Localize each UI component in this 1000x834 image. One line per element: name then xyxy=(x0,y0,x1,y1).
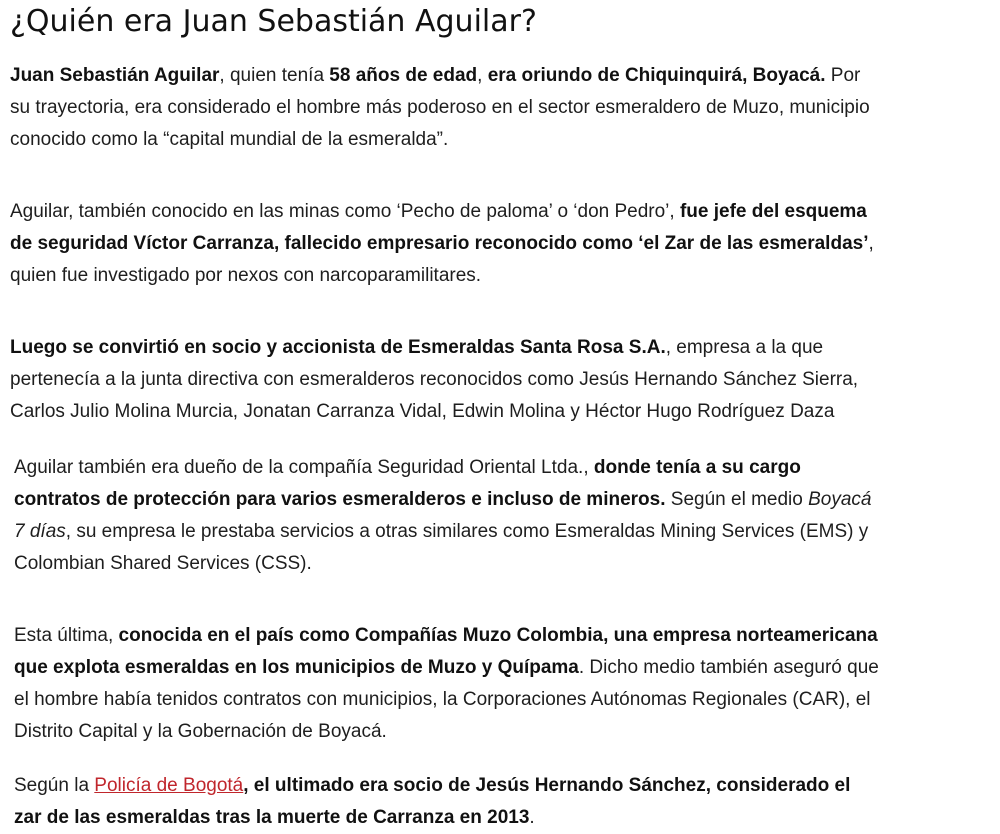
paragraph-line: Distrito Capital y la Gobernación de Boyacá. xyxy=(14,721,387,742)
age-bold: 58 años de edad xyxy=(329,65,478,86)
paragraph-line: el hombre había tenidos contratos con municipios, la Corporaciones Autónomas Regionales (CAR), el xyxy=(14,689,871,710)
paragraph-santa-rosa xyxy=(10,332,858,428)
paragraph-line: Juan Sebastián Aguilar, quien tenía 58 años de edad, era oriundo de Chiquinquirá, Boyacá. Por xyxy=(10,65,861,86)
name-bold: Juan Sebastián Aguilar xyxy=(10,65,220,86)
paragraph-line: zar de las esmeraldas tras la muerte de Carranza en 2013. xyxy=(14,807,535,828)
paragraph-line: de seguridad Víctor Carranza, fallecido empresario reconocido como ‘el Zar de las esmeraldas’, xyxy=(10,233,874,254)
paragraph-origin xyxy=(10,60,870,156)
origin-bold: era oriundo de Chiquinquirá, Boyacá. xyxy=(487,65,826,86)
paragraph-seguridad-oriental xyxy=(14,452,871,580)
paragraph-line: quien fue investigado por nexos con narcoparamilitares. xyxy=(10,265,482,286)
paragraph-line: contratos de protección para varios esmeralderos e incluso de mineros. Según el medio Boyacá xyxy=(14,489,872,510)
paragraph-line: Aguilar también era dueño de la compañía Seguridad Oriental Ltda., donde tenía a su cargo xyxy=(14,457,801,478)
paragraph-line: conocido como la “capital mundial de la esmeralda”. xyxy=(10,129,449,150)
paragraph-line: Carlos Julio Molina Murcia, Jonatan Carranza Vidal, Edwin Molina y Héctor Hugo Rodríguez Daza xyxy=(10,401,835,422)
paragraph-line: pertenecía a la junta directiva con esmeralderos reconocidos como Jesús Hernando Sánchez Sierra, xyxy=(10,369,859,390)
article-heading: ¿Quién era Juan Sebastián Aguilar? xyxy=(10,4,537,39)
paragraph-line: Luego se convirtió en socio y accionista de Esmeraldas Santa Rosa S.A., empresa a la que xyxy=(10,337,824,358)
paragraph-line: que explota esmeraldas en los municipios de Muzo y Quípama. Dicho medio también aseguró que xyxy=(14,657,879,678)
paragraph-security-chief xyxy=(10,196,874,292)
paragraph-line: 7 días, su empresa le prestaba servicios a otras similares como Esmeraldas Mining Services (EMS) y xyxy=(14,521,869,542)
paragraph-line: su trayectoria, era considerado el hombre más poderoso en el sector esmeraldero de Muzo, municipio xyxy=(10,97,870,118)
paragraph-line: Esta última, conocida en el país como Compañías Muzo Colombia, una empresa norteamericana xyxy=(14,625,878,646)
policia-bogota-link[interactable]: Policía de Bogotá xyxy=(94,775,244,796)
paragraph-muzo-colombia xyxy=(14,620,879,748)
paragraph-line: Colombian Shared Services (CSS). xyxy=(14,553,312,574)
paragraph-policia xyxy=(14,770,850,834)
paragraph-line: Aguilar, también conocido en las minas como ‘Pecho de paloma’ o ‘don Pedro’, fue jefe del esquema xyxy=(10,201,867,222)
paragraph-line: Según la Policía de Bogotá, el ultimado era socio de Jesús Hernando Sánchez, considerado el xyxy=(14,775,851,796)
